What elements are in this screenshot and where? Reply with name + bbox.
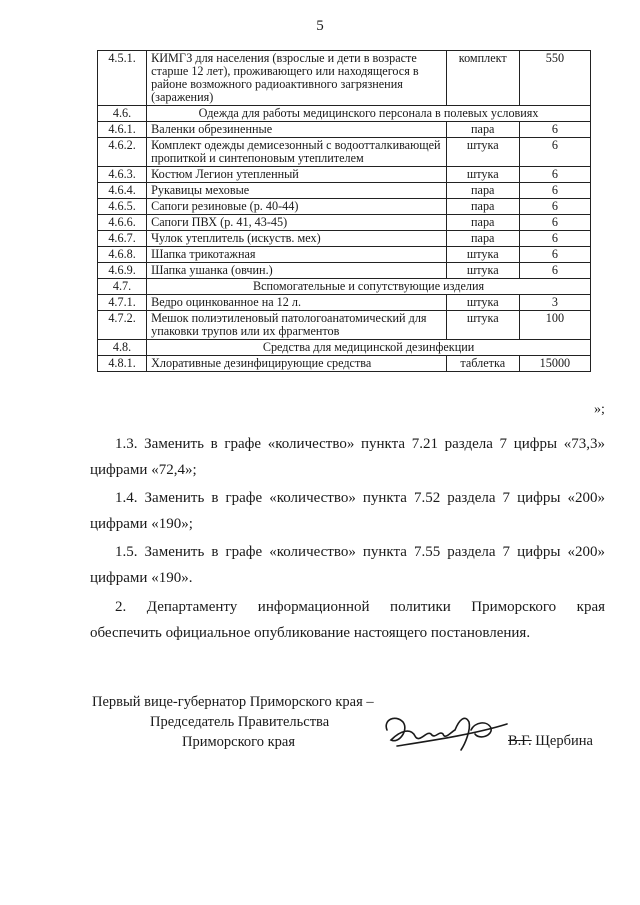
unit-cell: пара bbox=[446, 215, 519, 231]
paragraph-1-5 bbox=[90, 539, 605, 591]
quantity-cell: 6 bbox=[519, 215, 590, 231]
paragraph-line: цифрами «72,4»; bbox=[90, 462, 197, 478]
item-number-cell: 4.8.1. bbox=[98, 356, 147, 372]
table-row bbox=[98, 215, 591, 231]
signatory-title-line: Первый вице-губернатор Приморского края – bbox=[92, 694, 374, 710]
quantity-cell: 100 bbox=[519, 311, 590, 340]
item-number-cell: 4.6. bbox=[98, 106, 147, 122]
quantity-cell: 6 bbox=[519, 138, 590, 167]
item-number-cell: 4.6.5. bbox=[98, 199, 147, 215]
item-name-cell: Шапка ушанка (овчин.) bbox=[147, 263, 447, 279]
unit-cell: штука bbox=[446, 311, 519, 340]
table-row bbox=[98, 167, 591, 183]
item-number-cell: 4.7.1. bbox=[98, 295, 147, 311]
item-name-cell: Сапоги ПВХ (р. 41, 43-45) bbox=[147, 215, 447, 231]
quantity-cell: 3 bbox=[519, 295, 590, 311]
item-name-cell: Костюм Легион утепленный bbox=[147, 167, 447, 183]
table-row bbox=[98, 356, 591, 372]
item-number-cell: 4.6.6. bbox=[98, 215, 147, 231]
unit-cell: штука bbox=[446, 247, 519, 263]
signer-name bbox=[508, 733, 593, 750]
quantity-cell: 6 bbox=[519, 183, 590, 199]
unit-cell: пара bbox=[446, 122, 519, 138]
item-number-cell: 4.6.2. bbox=[98, 138, 147, 167]
paragraph-line: цифрами «190». bbox=[90, 570, 193, 586]
item-name-cell: Рукавицы меховые bbox=[147, 183, 447, 199]
table-closing-mark: »; bbox=[594, 402, 605, 417]
item-number-cell: 4.7. bbox=[98, 279, 147, 295]
item-number-cell: 4.8. bbox=[98, 340, 147, 356]
paragraph-line: обеспечить официальное опубликование настоящего постановления. bbox=[90, 625, 531, 641]
unit-cell: штука bbox=[446, 167, 519, 183]
unit-cell: пара bbox=[446, 199, 519, 215]
section-title-cell: Одежда для работы медицинского персонала в полевых условиях bbox=[147, 106, 591, 122]
item-number-cell: 4.6.9. bbox=[98, 263, 147, 279]
quantity-cell: 550 bbox=[519, 51, 590, 106]
item-name-cell: Ведро оцинкованное на 12 л. bbox=[147, 295, 447, 311]
unit-cell: таблетка bbox=[446, 356, 519, 372]
unit-cell: комплект bbox=[446, 51, 519, 106]
unit-cell: штука bbox=[446, 138, 519, 167]
signatory-title-line: Председатель Правительства bbox=[150, 714, 330, 730]
paragraph-line: 1.5. Заменить в графе «количество» пункта 7.55 раздела 7 цифры «200» bbox=[115, 544, 605, 560]
table-row bbox=[98, 199, 591, 215]
table-section-row bbox=[98, 340, 591, 356]
table-row bbox=[98, 51, 591, 106]
table-row bbox=[98, 295, 591, 311]
item-number-cell: 4.6.7. bbox=[98, 231, 147, 247]
item-name-cell: Шапка трикотажная bbox=[147, 247, 447, 263]
item-number-cell: 4.6.1. bbox=[98, 122, 147, 138]
supplies-table bbox=[97, 50, 591, 372]
item-number-cell: 4.7.2. bbox=[98, 311, 147, 340]
supplies-table-body bbox=[98, 51, 591, 372]
handwritten-signature bbox=[375, 700, 515, 760]
table-row bbox=[98, 247, 591, 263]
item-name-cell: Комплект одежды демисезонный с водоотталкивающей пропиткой и синтепоновым утеплителем bbox=[147, 138, 447, 167]
item-name-cell: Чулок утеплитель (искуств. мех) bbox=[147, 231, 447, 247]
item-name-cell: Мешок полиэтиленовый патологоанатомический для упаковки трупов или их фрагментов bbox=[147, 311, 447, 340]
item-name-cell: Сапоги резиновые (р. 40-44) bbox=[147, 199, 447, 215]
item-number-cell: 4.6.3. bbox=[98, 167, 147, 183]
quantity-cell: 6 bbox=[519, 263, 590, 279]
paragraph-line: 1.4. Заменить в графе «количество» пункта 7.52 раздела 7 цифры «200» bbox=[115, 490, 605, 506]
item-number-cell: 4.6.4. bbox=[98, 183, 147, 199]
paragraph-1-4 bbox=[90, 485, 605, 537]
unit-cell: штука bbox=[446, 263, 519, 279]
paragraph-line: цифрами «190»; bbox=[90, 516, 193, 532]
table-section-row bbox=[98, 279, 591, 295]
table-row bbox=[98, 311, 591, 340]
quantity-cell: 6 bbox=[519, 231, 590, 247]
table-row bbox=[98, 138, 591, 167]
quantity-cell: 6 bbox=[519, 167, 590, 183]
signatory-title-line: Приморского края bbox=[182, 734, 296, 750]
signatory-title bbox=[92, 692, 374, 752]
table-row bbox=[98, 183, 591, 199]
unit-cell: пара bbox=[446, 231, 519, 247]
unit-cell: штука bbox=[446, 295, 519, 311]
quantity-cell: 6 bbox=[519, 199, 590, 215]
signer-surname: Щербина bbox=[535, 733, 593, 749]
item-number-cell: 4.6.8. bbox=[98, 247, 147, 263]
item-name-cell: КИМГЗ для населения (взрослые и дети в возрасте старше 12 лет), проживающего или находящегося в районе возможного радиоактивного загрязнения (заражения) bbox=[147, 51, 447, 106]
table-row bbox=[98, 122, 591, 138]
table-row bbox=[98, 263, 591, 279]
paragraph-line: 2. Департаменту информационной политики Приморского края bbox=[115, 599, 605, 615]
page-number: 5 bbox=[316, 18, 324, 34]
paragraph-1-3 bbox=[90, 431, 605, 483]
paragraph-line: 1.3. Заменить в графе «количество» пункта 7.21 раздела 7 цифры «73,3» bbox=[115, 436, 605, 452]
table-row bbox=[98, 231, 591, 247]
section-title-cell: Средства для медицинской дезинфекции bbox=[147, 340, 591, 356]
unit-cell: пара bbox=[446, 183, 519, 199]
item-number-cell: 4.5.1. bbox=[98, 51, 147, 106]
quantity-cell: 15000 bbox=[519, 356, 590, 372]
item-name-cell: Хлоративные дезинфицирующие средства bbox=[147, 356, 447, 372]
section-title-cell: Вспомогательные и сопутствующие изделия bbox=[147, 279, 591, 295]
quantity-cell: 6 bbox=[519, 247, 590, 263]
table-section-row bbox=[98, 106, 591, 122]
quantity-cell: 6 bbox=[519, 122, 590, 138]
paragraph-2 bbox=[90, 594, 605, 646]
signer-initials: В.Г. bbox=[508, 733, 532, 749]
item-name-cell: Валенки обрезиненные bbox=[147, 122, 447, 138]
